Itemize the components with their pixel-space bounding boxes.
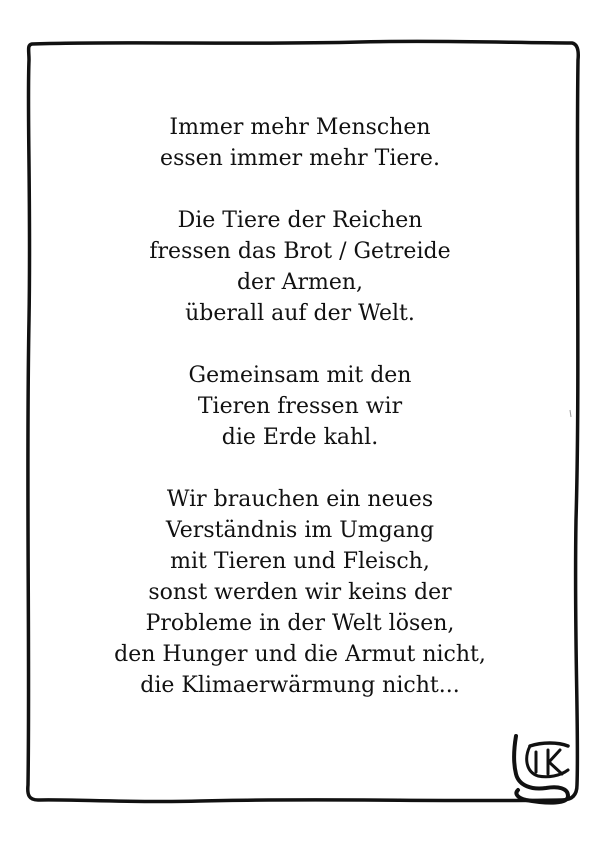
poem-line: der Armen,: [236, 270, 364, 295]
poem-line: den Hunger und die Armut nicht,: [114, 642, 486, 667]
poem-line: Tieren fressen wir: [197, 394, 403, 419]
stanza-1: [40, 112, 560, 174]
poem-line: essen immer mehr Tiere.: [160, 146, 440, 171]
poem-line: die Klimaerwärmung nicht...: [140, 673, 460, 698]
poem-line: überall auf der Welt.: [185, 301, 415, 326]
poem-line: Gemeinsam mit den: [188, 363, 412, 388]
signature-monogram-icon: [508, 728, 578, 806]
poem-line: Probleme in der Welt lösen,: [145, 611, 455, 636]
poem-line: Verständnis im Umgang: [165, 518, 435, 543]
stanza-2: [40, 205, 560, 329]
poem-line: fressen das Brot / Getreide: [149, 239, 451, 264]
poem-line: mit Tieren und Fleisch,: [170, 549, 430, 574]
stanza-3: [40, 360, 560, 453]
stanza-4: [40, 484, 560, 701]
poem-line: Immer mehr Menschen: [169, 115, 431, 140]
poem-line: sonst werden wir keins der: [148, 580, 452, 605]
poem-line: Wir brauchen ein neues: [166, 487, 434, 512]
poem-text: [40, 112, 560, 732]
poem-line: Die Tiere der Reichen: [177, 208, 423, 233]
poem-line: die Erde kahl.: [221, 425, 379, 450]
